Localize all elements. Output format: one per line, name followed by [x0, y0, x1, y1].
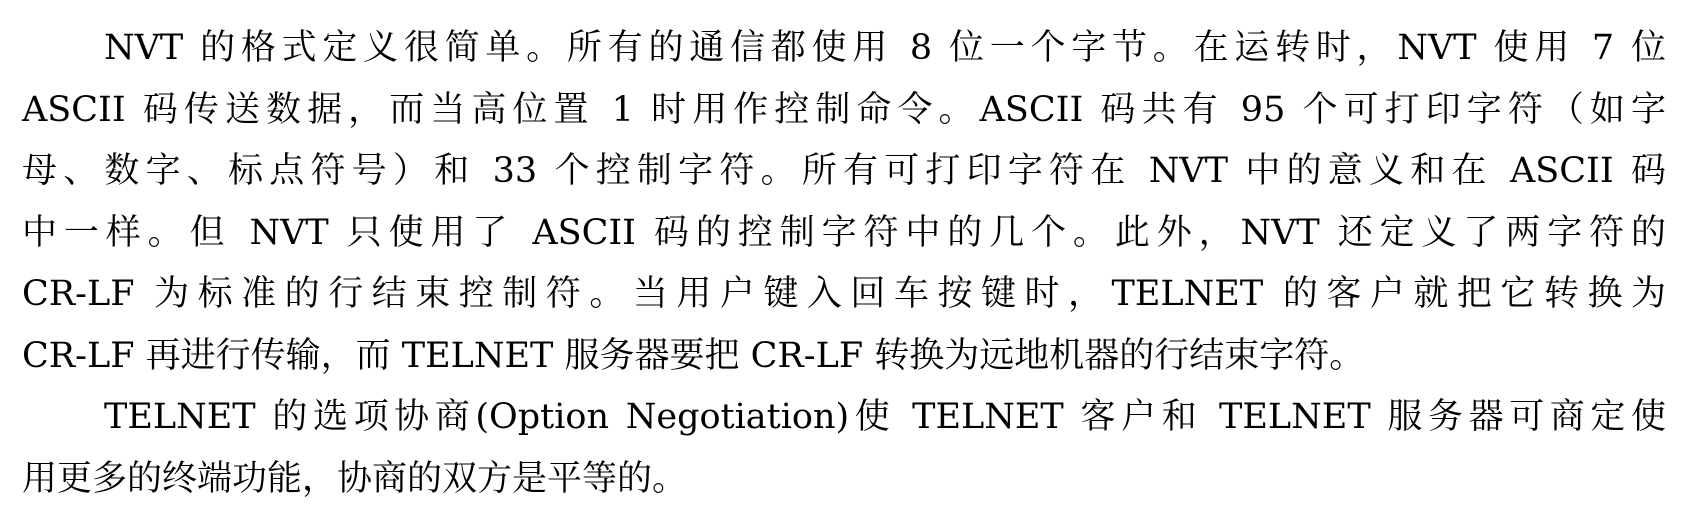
text-line: NVT 的格式定义很简单。所有的通信都使用 8 位一个字节。在运转时，NVT 使用 7 位	[104, 28, 1666, 68]
text-line: 中一样。但 NVT 只使用了 ASCII 码的控制字符中的几个。此外，NVT 还定义了两字符的	[22, 212, 1666, 253]
text-line: ASCII 码传送数据，而当高位置 1 时用作控制命令。ASCII 码共有 95 个可打印字符（如字	[22, 89, 1666, 130]
paragraph-option-negotiation	[0, 387, 1688, 510]
text-line: CR-LF 为标准的行结束控制符。当用户键入回车按键时，TELNET 的客户就把它转换为	[22, 274, 1666, 314]
text-line: CR-LF 再进行传输，而 TELNET 服务器要把 CR-LF 转换为远地机器的行结束字符。	[22, 335, 1365, 376]
text-line: TELNET 的选项协商(Option Negotiation)使 TELNET 客户和 TELNET 服务器可商定使	[104, 397, 1666, 437]
text-line: 用更多的终端功能，协商的双方是平等的。	[22, 458, 688, 499]
text-line: 母、数字、标点符号）和 33 个控制字符。所有可打印字符在 NVT 中的意义和在 ASCII 码	[22, 151, 1666, 191]
